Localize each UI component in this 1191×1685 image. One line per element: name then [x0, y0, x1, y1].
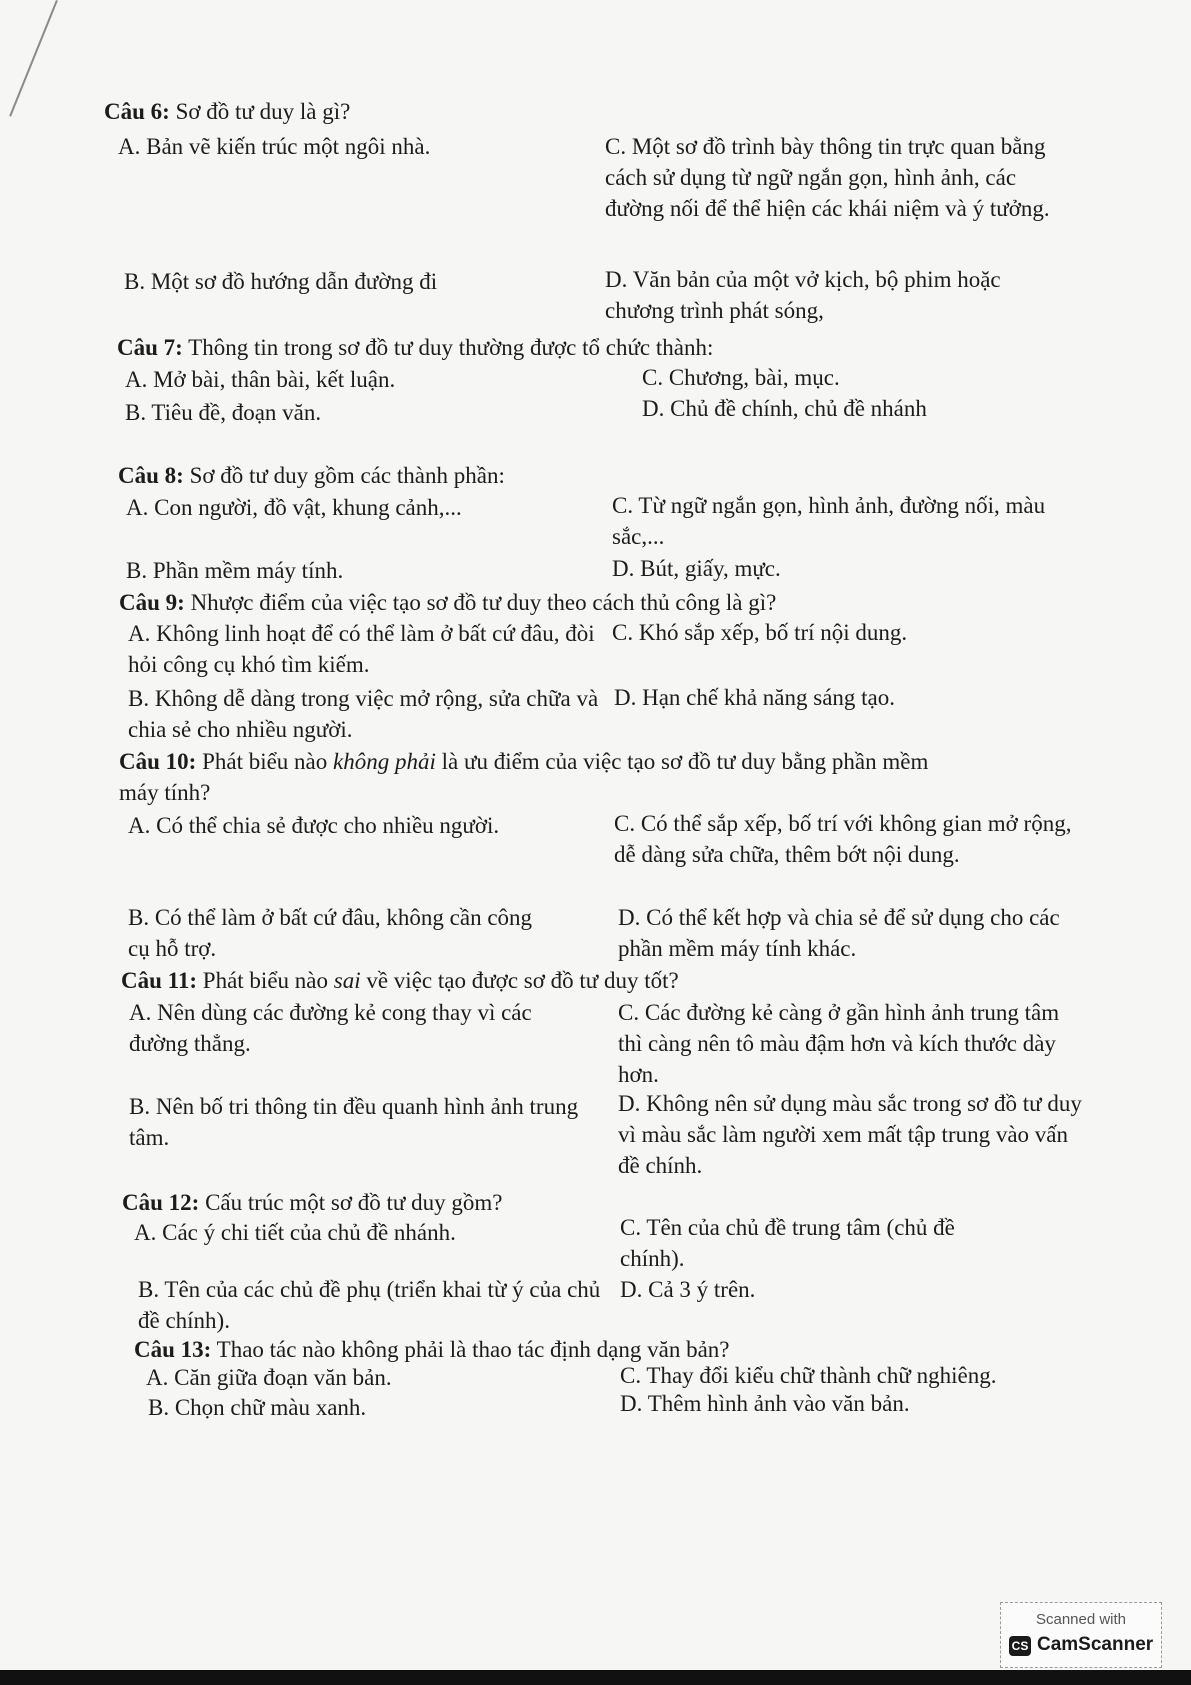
- question-10: [119, 746, 928, 777]
- q7-option-c: C. Chương, bài, mục.: [642, 365, 840, 390]
- question-11: [121, 965, 679, 996]
- q12-option-d: D. Cả 3 ý trên.: [620, 1277, 756, 1302]
- question-11-label: Câu 11:: [121, 968, 198, 993]
- question-6-text: Sơ đồ tư duy là gì?: [175, 99, 351, 124]
- scan-bottom-edge: [0, 1670, 1191, 1685]
- question-6: [104, 96, 350, 127]
- question-11-emphasis: sai: [333, 968, 361, 993]
- question-8-text: Sơ đồ tư duy gồm các thành phần:: [189, 463, 505, 488]
- question-10-text-after: là ưu điểm của việc tạo sơ đồ tư duy bằng phần mềm: [441, 749, 929, 774]
- q13-option-b: B. Chọn chữ màu xanh.: [148, 1395, 367, 1420]
- question-10-text-before: Phát biểu nào: [202, 749, 328, 774]
- scanned-with-text: Scanned with: [1035, 1611, 1127, 1628]
- q8-option-b: B. Phần mềm máy tính.: [126, 558, 344, 583]
- q13-option-a: A. Căn giữa đoạn văn bản.: [146, 1365, 392, 1390]
- q8-option-a: A. Con người, đồ vật, khung cảnh,...: [126, 495, 462, 520]
- question-6-label: Câu 6:: [104, 99, 170, 124]
- question-11-text-before: Phát biểu nào: [202, 968, 328, 993]
- q8-option-c: C. Từ ngữ ngắn gọn, hình ảnh, đường nối, màu sắc,...: [612, 493, 1046, 549]
- question-12-label: Câu 12:: [122, 1190, 200, 1215]
- question-7-text: Thông tin trong sơ đồ tư duy thường được tổ chức thành:: [188, 335, 714, 360]
- q10-option-b: B. Có thể làm ở bất cứ đâu, không cần công cụ hỗ trợ.: [128, 905, 533, 961]
- question-9-label: Câu 9:: [119, 590, 185, 615]
- q12-option-b: B. Tên của các chủ đề phụ (triển khai từ ý của chủ đề chính).: [138, 1277, 601, 1333]
- question-7-label: Câu 7:: [117, 335, 183, 360]
- q10-option-c: C. Có thể sắp xếp, bố trí với không gian mở rộng, dễ dàng sửa chữa, thêm bớt nội dung.: [614, 811, 1072, 867]
- question-8: [118, 460, 505, 491]
- q9-option-b: B. Không dễ dàng trong việc mở rộng, sửa chữa và chia sẻ cho nhiều người.: [128, 686, 599, 742]
- q11-option-b: B. Nên bố tri thông tin đều quanh hình ảnh trung tâm.: [129, 1094, 579, 1150]
- question-13-text: Thao tác nào không phải là thao tác định dạng văn bản?: [216, 1337, 730, 1362]
- q12-option-a: A. Các ý chi tiết của chủ đề nhánh.: [134, 1220, 456, 1245]
- question-9: [119, 587, 776, 618]
- question-11-text-after: về việc tạo được sơ đồ tư duy tốt?: [366, 968, 679, 993]
- scan-corner-line: [9, 0, 58, 117]
- q7-option-b: B. Tiêu đề, đoạn văn.: [125, 400, 322, 425]
- camscanner-logo-icon: CS: [1009, 1636, 1031, 1656]
- question-12: [122, 1187, 502, 1218]
- q9-option-a: A. Không linh hoạt để có thể làm ở bất cứ đâu, đòi hỏi công cụ khó tìm kiếm.: [128, 621, 595, 677]
- q13-option-c: C. Thay đổi kiểu chữ thành chữ nghiêng.: [620, 1363, 997, 1388]
- q10-option-d: D. Có thể kết hợp và chia sẻ để sử dụng cho các phần mềm máy tính khác.: [618, 905, 1060, 961]
- q10-option-a: A. Có thể chia sẻ được cho nhiều người.: [128, 813, 500, 838]
- q9-option-d: D. Hạn chế khả năng sáng tạo.: [614, 685, 896, 710]
- question-8-label: Câu 8:: [118, 463, 184, 488]
- q11-option-c: C. Các đường kẻ càng ở gần hình ảnh trung tâm thì càng nên tô màu đậm hơn và kích thước dày hơn.: [618, 1000, 1060, 1087]
- q6-option-b: B. Một sơ đồ hướng dẫn đường đi: [124, 269, 438, 294]
- question-10-line2: máy tính?: [119, 780, 211, 805]
- question-9-text: Nhược điểm của việc tạo sơ đồ tư duy theo cách thủ công là gì?: [190, 590, 777, 615]
- q8-option-d: D. Bút, giấy, mực.: [612, 556, 781, 581]
- question-7: [117, 332, 713, 363]
- q7-option-d: D. Chủ đề chính, chủ đề nhánh: [642, 396, 927, 421]
- question-12-text: Cấu trúc một sơ đồ tư duy gồm?: [205, 1190, 503, 1215]
- q11-option-a: A. Nên dùng các đường kẻ cong thay vì các đường thẳng.: [129, 1000, 532, 1056]
- question-13-label: Câu 13:: [134, 1337, 212, 1362]
- q12-option-c: C. Tên của chủ đề trung tâm (chủ đề chính).: [620, 1215, 955, 1271]
- q6-option-c: C. Một sơ đồ trình bày thông tin trực quan bằng cách sử dụng từ ngữ ngắn gọn, hình ảnh, các đường nối để thể hiện các khái niệm và ý tưởng.: [605, 134, 1050, 221]
- question-10-emphasis: không phải: [333, 749, 436, 774]
- q7-option-a: A. Mở bài, thân bài, kết luận.: [125, 367, 396, 392]
- q6-option-a: A. Bản vẽ kiến trúc một ngôi nhà.: [118, 134, 431, 159]
- camscanner-brand: CamScanner: [1037, 1634, 1154, 1655]
- q6-option-d: D. Văn bản của một vở kịch, bộ phim hoặc chương trình phát sóng,: [605, 267, 1001, 323]
- question-10-label: Câu 10:: [119, 749, 197, 774]
- q9-option-c: C. Khó sắp xếp, bố trí nội dung.: [612, 620, 908, 645]
- q11-option-d: D. Không nên sử dụng màu sắc trong sơ đồ tư duy vì màu sắc làm người xem mất tập trung vào vấn đề chính.: [618, 1091, 1082, 1178]
- camscanner-badge: [1000, 1602, 1162, 1668]
- q13-option-d: D. Thêm hình ảnh vào văn bản.: [620, 1391, 910, 1416]
